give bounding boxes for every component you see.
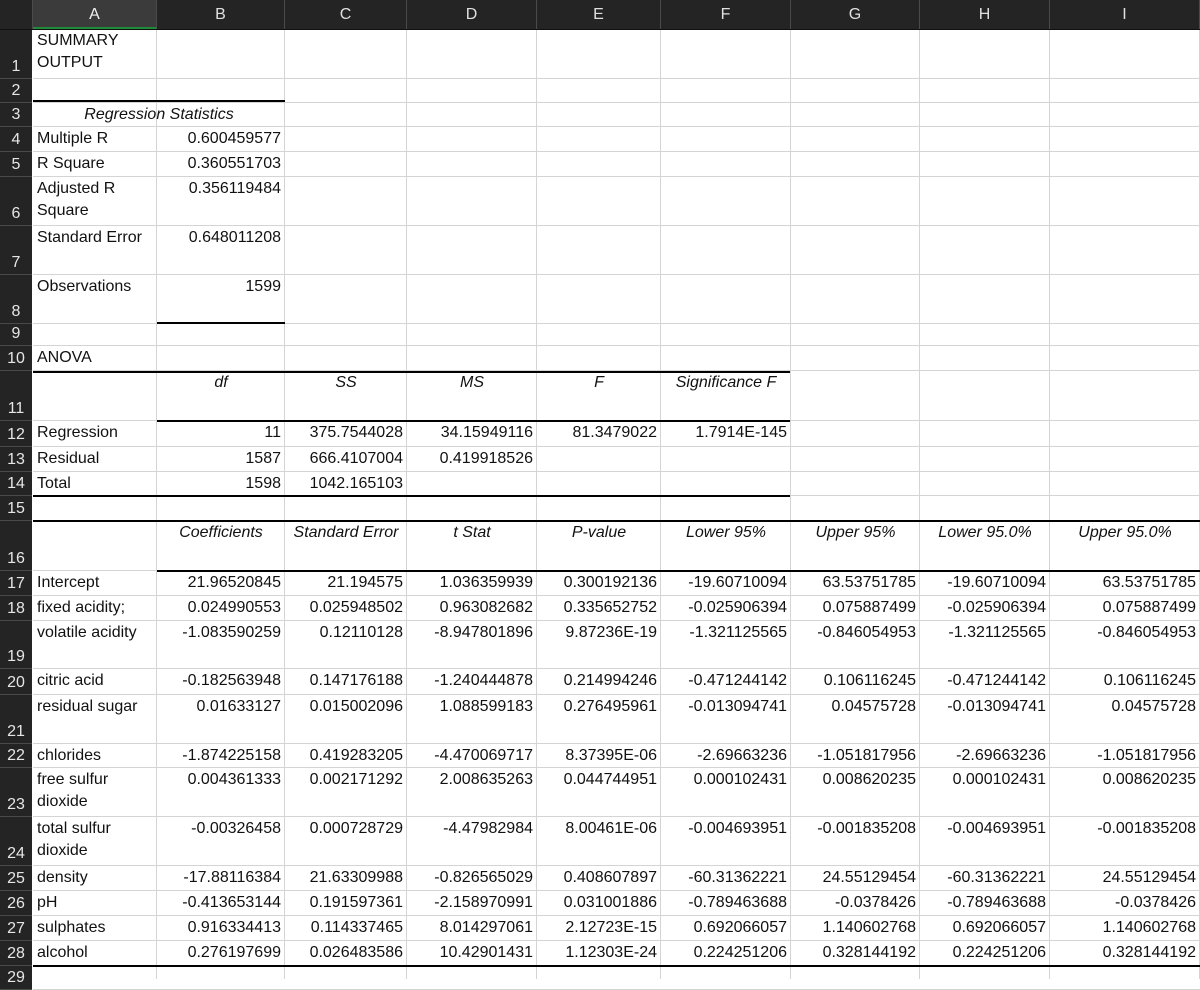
cell-e25[interactable]: 0.408607897 [563, 869, 657, 886]
cell-e18[interactable]: 0.335652752 [563, 599, 657, 616]
row-header-11[interactable]: 11 [0, 371, 32, 421]
cell-g26[interactable]: -0.0378426 [835, 894, 916, 911]
cell-a4[interactable]: Multiple R [37, 130, 109, 147]
cell-f27[interactable]: 0.692066057 [693, 919, 787, 936]
cell-f23[interactable]: 0.000102431 [693, 771, 787, 788]
cell-f21[interactable]: -0.013094741 [688, 698, 787, 715]
cell-g20[interactable]: 0.106116245 [823, 672, 916, 689]
row-header-15[interactable]: 15 [0, 496, 32, 521]
cell-b21[interactable]: 0.01633127 [196, 698, 281, 715]
cell-g22[interactable]: -1.051817956 [817, 747, 916, 764]
cell-b7[interactable]: 0.648011208 [188, 229, 281, 246]
cell-e26[interactable]: 0.031001886 [563, 894, 657, 911]
row-header-26[interactable]: 26 [0, 891, 32, 916]
cell-h19[interactable]: -1.321125565 [948, 624, 1046, 641]
cell-b19[interactable]: -1.083590259 [182, 624, 281, 641]
cell-h27[interactable]: 0.692066057 [952, 919, 1046, 936]
cell-d23[interactable]: 2.008635263 [439, 771, 533, 788]
cell-a23[interactable]: free sulfur dioxide [37, 771, 109, 810]
select-all-corner[interactable] [0, 0, 33, 29]
cell-b16[interactable]: Coefficients [179, 524, 263, 541]
cell-f19[interactable]: -1.321125565 [689, 624, 787, 641]
row-header-27[interactable]: 27 [0, 916, 32, 941]
cell-g24[interactable]: -0.001835208 [817, 820, 916, 837]
row-header-13[interactable]: 13 [0, 447, 32, 472]
cell-f16[interactable]: Lower 95% [685, 524, 767, 541]
cell-d17[interactable]: 1.036359939 [439, 574, 533, 591]
row-header-9[interactable]: 9 [0, 324, 32, 346]
cell-e20[interactable]: 0.214994246 [563, 672, 657, 689]
table-border [33, 965, 1200, 967]
cell-b8[interactable]: 1599 [245, 278, 281, 295]
cell-c25[interactable]: 21.63309988 [309, 869, 403, 886]
cell-e22[interactable]: 8.37395E-06 [565, 747, 657, 764]
cell-i23[interactable]: 0.008620235 [1102, 771, 1196, 788]
cell-h23[interactable]: 0.000102431 [952, 771, 1046, 788]
cell-c27[interactable]: 0.114337465 [310, 919, 403, 936]
table-border [33, 100, 285, 102]
cell-b12[interactable]: 11 [264, 424, 281, 441]
table-border [157, 570, 1200, 572]
cell-e12[interactable]: 81.3479022 [572, 424, 657, 441]
cell-d27[interactable]: 8.014297061 [439, 919, 533, 936]
cell-e11[interactable]: F [594, 374, 604, 391]
cell-a12[interactable]: Regression [37, 424, 118, 441]
row-header-2[interactable]: 2 [0, 79, 32, 103]
cell-c24[interactable]: 0.000728729 [309, 820, 403, 837]
row-header-6[interactable]: 6 [0, 177, 32, 226]
cell-d11[interactable]: MS [460, 374, 484, 391]
cell-b26[interactable]: -0.413653144 [182, 894, 281, 911]
cell-a27[interactable]: sulphates [37, 919, 106, 936]
cell-e16[interactable]: P-value [571, 524, 627, 541]
column-header-h[interactable]: H [920, 0, 1050, 29]
cell-e17[interactable]: 0.300192136 [563, 574, 657, 591]
row-header-19[interactable]: 19 [0, 621, 32, 669]
cell-c23[interactable]: 0.002171292 [309, 771, 403, 788]
cell-i25[interactable]: 24.55129454 [1102, 869, 1196, 886]
cell-a10[interactable]: ANOVA [37, 349, 92, 366]
row-header-4[interactable]: 4 [0, 127, 32, 152]
cell-h25[interactable]: -60.31362221 [947, 869, 1046, 886]
cell-a17[interactable]: Intercept [37, 574, 100, 591]
cell-a14[interactable]: Total [37, 475, 71, 492]
column-header-c[interactable]: C [285, 0, 407, 29]
cell-b25[interactable]: -17.88116384 [183, 869, 281, 886]
cell-c13[interactable]: 666.4107004 [309, 450, 403, 467]
cell-e27[interactable]: 2.12723E-15 [565, 919, 657, 936]
cell-h22[interactable]: -2.69663236 [956, 747, 1046, 764]
cell-g17[interactable]: 63.53751785 [822, 574, 916, 591]
cell-a20[interactable]: citric acid [37, 672, 104, 689]
gridline-horizontal [33, 78, 1200, 79]
cell-a7[interactable]: Standard Error [37, 229, 142, 246]
cell-i28[interactable]: 0.328144192 [1102, 944, 1196, 961]
cell-f18[interactable]: -0.025906394 [688, 599, 787, 616]
cell-h18[interactable]: -0.025906394 [947, 599, 1046, 616]
cell-c19[interactable]: 0.12110128 [319, 624, 403, 641]
cell-c18[interactable]: 0.025948502 [309, 599, 403, 616]
cell-a13[interactable]: Residual [37, 450, 100, 467]
cell-i21[interactable]: 0.04575728 [1111, 698, 1196, 715]
cell-a21[interactable]: residual sugar [37, 698, 138, 715]
cell-i27[interactable]: 1.140602768 [1102, 919, 1196, 936]
cell-h21[interactable]: -0.013094741 [947, 698, 1046, 715]
cell-f28[interactable]: 0.224251206 [693, 944, 787, 961]
cell-i18[interactable]: 0.075887499 [1102, 599, 1196, 616]
row-header-28[interactable]: 28 [0, 941, 32, 966]
cell-f11[interactable]: Significance F [675, 374, 777, 391]
cell-b13[interactable]: 1587 [245, 450, 281, 467]
cell-f12[interactable]: 1.7914E-145 [695, 424, 787, 441]
cell-b22[interactable]: -1.874225158 [182, 747, 281, 764]
cell-h16[interactable]: Lower 95.0% [938, 524, 1032, 541]
cell-b27[interactable]: 0.916334413 [187, 919, 281, 936]
cell-b6[interactable]: 0.356119484 [188, 180, 281, 197]
cell-g27[interactable]: 1.140602768 [822, 919, 916, 936]
column-header-e[interactable]: E [537, 0, 661, 29]
cell-b20[interactable]: -0.182563948 [182, 672, 281, 689]
cell-g18[interactable]: 0.075887499 [822, 599, 916, 616]
cell-a28[interactable]: alcohol [37, 944, 88, 961]
cell-d28[interactable]: 10.42901431 [439, 944, 533, 961]
cell-h17[interactable]: -19.60710094 [947, 574, 1046, 591]
row-header-14[interactable]: 14 [0, 472, 32, 496]
cell-a24[interactable]: total sulfur dioxide [37, 820, 111, 859]
cell-a5[interactable]: R Square [37, 155, 105, 172]
cell-b24[interactable]: -0.00326458 [191, 820, 281, 837]
cell-i22[interactable]: -1.051817956 [1097, 747, 1196, 764]
cell-d21[interactable]: 1.088599183 [439, 698, 533, 715]
row-header-24[interactable]: 24 [0, 817, 32, 866]
cell-b23[interactable]: 0.004361333 [187, 771, 281, 788]
cell-c16[interactable]: Standard Error [293, 524, 399, 541]
row-header-20[interactable]: 20 [0, 669, 32, 695]
cell-e23[interactable]: 0.044744951 [563, 771, 657, 788]
cell-h28[interactable]: 0.224251206 [952, 944, 1046, 961]
row-header-18[interactable]: 18 [0, 596, 32, 621]
row-header-22[interactable]: 22 [0, 744, 32, 768]
cell-g25[interactable]: 24.55129454 [822, 869, 916, 886]
table-border [33, 371, 790, 373]
cell-b18[interactable]: 0.024990553 [187, 599, 281, 616]
cell-e21[interactable]: 0.276495961 [563, 698, 657, 715]
cell-d20[interactable]: -1.240444878 [434, 672, 533, 689]
cell-c20[interactable]: 0.147176188 [309, 672, 403, 689]
cell-d19[interactable]: -8.947801896 [434, 624, 533, 641]
row-header-16[interactable]: 16 [0, 521, 32, 571]
column-header-g[interactable]: G [791, 0, 920, 29]
table-border [157, 420, 790, 422]
cell-i26[interactable]: -0.0378426 [1115, 894, 1196, 911]
row-header-21[interactable]: 21 [0, 695, 32, 744]
cell-c11[interactable]: SS [335, 374, 357, 391]
column-header-b[interactable]: B [157, 0, 285, 29]
cell-g16[interactable]: Upper 95% [815, 524, 896, 541]
row-header-1[interactable]: 1 [0, 29, 32, 79]
row-header-17[interactable]: 17 [0, 571, 32, 596]
cell-a3[interactable]: Regression Statistics [84, 106, 234, 123]
row-header-23[interactable]: 23 [0, 768, 32, 817]
cell-f20[interactable]: -0.471244142 [688, 672, 787, 689]
column-header-f[interactable]: F [661, 0, 791, 29]
row-header-25[interactable]: 25 [0, 866, 32, 891]
cell-b5[interactable]: 0.360551703 [187, 155, 281, 172]
table-border [33, 495, 790, 497]
cell-c17[interactable]: 21.194575 [327, 574, 403, 591]
cell-c28[interactable]: 0.026483586 [309, 944, 403, 961]
row-header-29[interactable]: 29 [0, 966, 32, 990]
cell-d13[interactable]: 0.419918526 [439, 450, 533, 467]
column-header-bar [0, 0, 1200, 30]
cell-b11[interactable]: df [214, 374, 228, 391]
cell-h20[interactable]: -0.471244142 [947, 672, 1046, 689]
cell-f22[interactable]: -2.69663236 [697, 747, 787, 764]
cell-g23[interactable]: 0.008620235 [822, 771, 916, 788]
cell-h24[interactable]: -0.004693951 [947, 820, 1046, 837]
cell-g19[interactable]: -0.846054953 [817, 624, 916, 641]
cell-d18[interactable]: 0.963082682 [439, 599, 533, 616]
cell-b4[interactable]: 0.600459577 [187, 130, 281, 147]
column-header-d[interactable]: D [407, 0, 537, 29]
row-header-7[interactable]: 7 [0, 226, 32, 275]
cell-b14[interactable]: 1598 [245, 475, 281, 492]
cell-a1[interactable]: SUMMARY OUTPUT [37, 32, 119, 71]
row-header-12[interactable]: 12 [0, 421, 32, 447]
table-border [33, 520, 1200, 522]
row-header-10[interactable]: 10 [0, 346, 32, 371]
cell-e24[interactable]: 8.00461E-06 [565, 820, 657, 837]
cell-e28[interactable]: 1.12303E-24 [565, 944, 657, 961]
cell-g28[interactable]: 0.328144192 [822, 944, 916, 961]
cell-c14[interactable]: 1042.165103 [309, 475, 403, 492]
cell-a22[interactable]: chlorides [37, 747, 102, 764]
cell-i24[interactable]: -0.001835208 [1097, 820, 1196, 837]
cell-f17[interactable]: -19.60710094 [688, 574, 787, 591]
gridline-horizontal [33, 345, 1200, 346]
cell-g21[interactable]: 0.04575728 [831, 698, 916, 715]
cell-c22[interactable]: 0.419283205 [309, 747, 403, 764]
cell-i20[interactable]: 0.106116245 [1103, 672, 1196, 689]
cell-c21[interactable]: 0.015002096 [309, 698, 403, 715]
column-header-i[interactable]: I [1050, 0, 1200, 29]
row-header-3[interactable]: 3 [0, 103, 32, 127]
cell-a6[interactable]: Adjusted R Square [37, 180, 116, 219]
row-header-8[interactable]: 8 [0, 275, 32, 324]
row-header-5[interactable]: 5 [0, 152, 32, 177]
cell-d12[interactable]: 34.15949116 [440, 424, 533, 441]
cell-i17[interactable]: 63.53751785 [1102, 574, 1196, 591]
table-border [157, 322, 285, 324]
cell-c26[interactable]: 0.191597361 [309, 894, 403, 911]
cell-a19[interactable]: volatile acidity [37, 624, 137, 641]
cell-i19[interactable]: -0.846054953 [1097, 624, 1196, 641]
cell-e19[interactable]: 9.87236E-19 [565, 624, 657, 641]
cell-a8[interactable]: Observations [37, 278, 132, 295]
cell-f24[interactable]: -0.004693951 [688, 820, 787, 837]
cell-a26[interactable]: pH [37, 894, 58, 911]
cell-b28[interactable]: 0.276197699 [187, 944, 281, 961]
cell-f26[interactable]: -0.789463688 [688, 894, 787, 911]
cell-c12[interactable]: 375.7544028 [309, 424, 403, 441]
cell-d22[interactable]: -4.470069717 [434, 747, 533, 764]
cell-d26[interactable]: -2.158970991 [434, 894, 533, 911]
cell-d16[interactable]: t Stat [453, 524, 491, 541]
cell-a25[interactable]: density [37, 869, 88, 886]
cell-a18[interactable]: fixed acidity; [37, 599, 126, 616]
cell-f25[interactable]: -60.31362221 [688, 869, 787, 886]
cell-h26[interactable]: -0.789463688 [947, 894, 1046, 911]
cell-d24[interactable]: -4.47982984 [443, 820, 533, 837]
column-header-a[interactable]: A [33, 0, 157, 29]
cell-d25[interactable]: -0.826565029 [434, 869, 533, 886]
cell-i16[interactable]: Upper 95.0% [1078, 524, 1172, 541]
cell-b17[interactable]: 21.96520845 [187, 574, 281, 591]
